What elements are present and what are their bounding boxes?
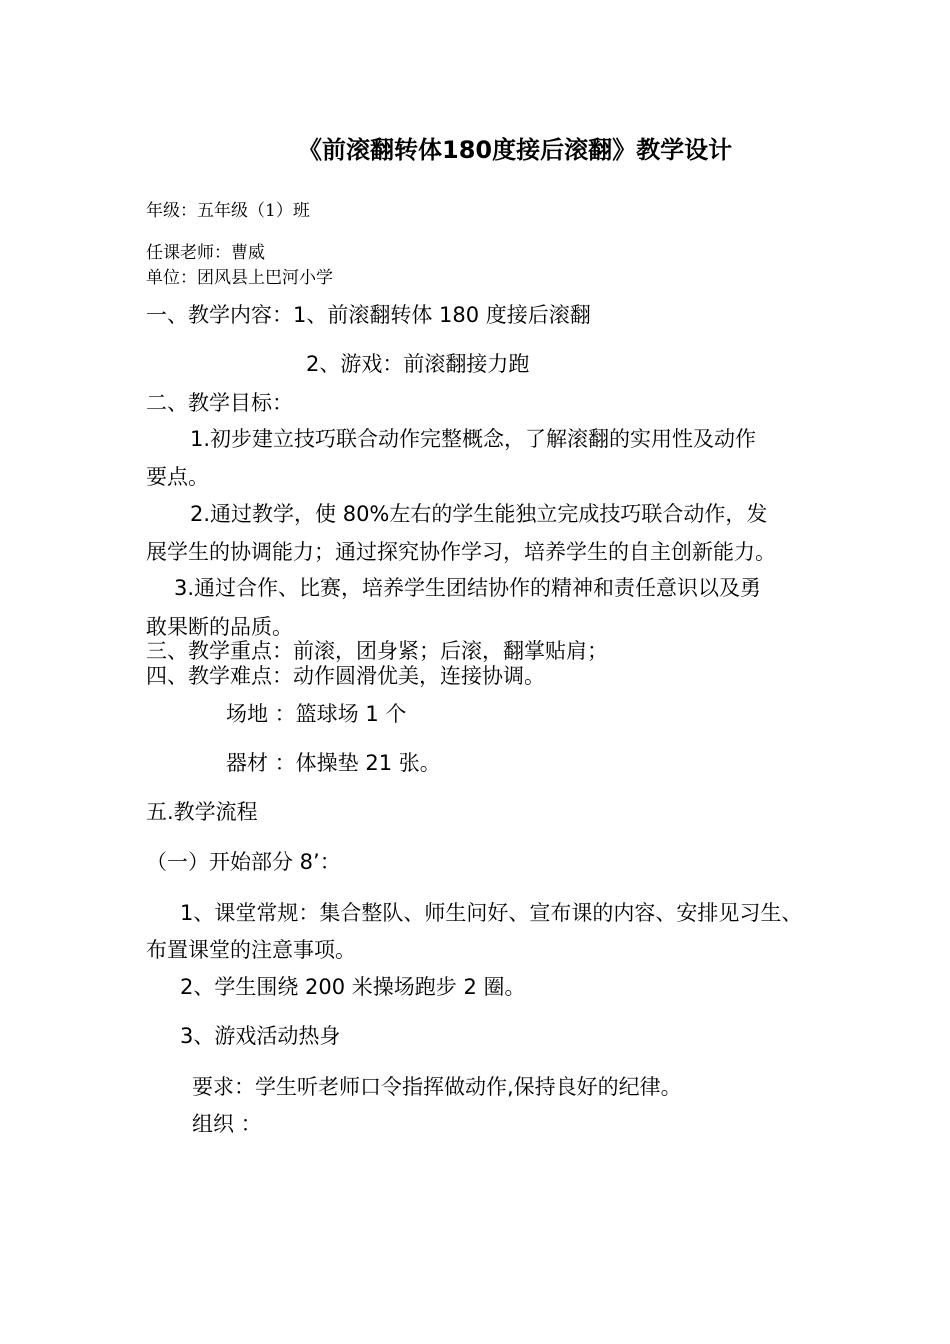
step-2-line: 2、学生围绕 200 米操场跑步 2 圈。: [180, 975, 526, 999]
step-3-line: 3、游戏活动热身: [180, 1024, 341, 1048]
teaching-content-line-1: 一、教学内容：1、前滚翻转体 180 度接后滚翻: [146, 303, 591, 327]
unit-line: 单位：团风县上巴河小学: [146, 268, 333, 288]
venue-line: 场地 ：篮球场 1 个: [226, 702, 407, 726]
step-1-line-1: 1、课堂常规：集合整队、师生问好、宣布课的内容、安排见习生、: [180, 901, 803, 925]
objective-1-line-2: 要点。: [146, 465, 209, 489]
organization-line: 组织 ：: [192, 1112, 262, 1136]
requirement-line: 要求：学生听老师口令指挥做动作,保持良好的纪律。: [192, 1075, 682, 1099]
objective-2-line-2: 展学生的协调能力；通过探究协作学习，培养学生的自主创新能力。: [146, 540, 776, 564]
start-part-heading: （一）开始部分 8’：: [146, 850, 341, 874]
objective-2-line-1: 2.通过教学，使 80%左右的学生能独立完成技巧联合动作，发: [190, 502, 768, 526]
step-1-line-2: 布置课堂的注意事项。: [146, 938, 356, 962]
objectives-heading: 二、教学目标：: [146, 391, 293, 415]
equipment-line: 器材 ：体操垫 21 张。: [226, 751, 441, 775]
objective-1-line-1: 1.初步建立技巧联合动作完整概念，了解滚翻的实用性及动作: [190, 427, 757, 451]
process-heading: 五.教学流程: [146, 800, 258, 824]
objective-3-line-1: 3.通过合作、比赛，培养学生团结协作的精神和责任意识以及勇: [174, 576, 762, 600]
objective-3-line-2: 敢果断的品质。: [146, 615, 293, 639]
teacher-line: 任课老师：曹威: [146, 243, 265, 263]
document-title: 《前滚翻转体180度接后滚翻》教学设计: [298, 136, 733, 164]
key-points-line: 三、教学重点：前滚，团身紧；后滚，翻掌贴肩；: [146, 639, 608, 663]
difficulties-line: 四、教学难点：动作圆滑优美，连接协调。: [146, 664, 545, 688]
grade-line: 年级：五年级（1）班: [146, 201, 310, 221]
teaching-content-line-2: 2、游戏：前滚翻接力跑: [306, 352, 530, 376]
